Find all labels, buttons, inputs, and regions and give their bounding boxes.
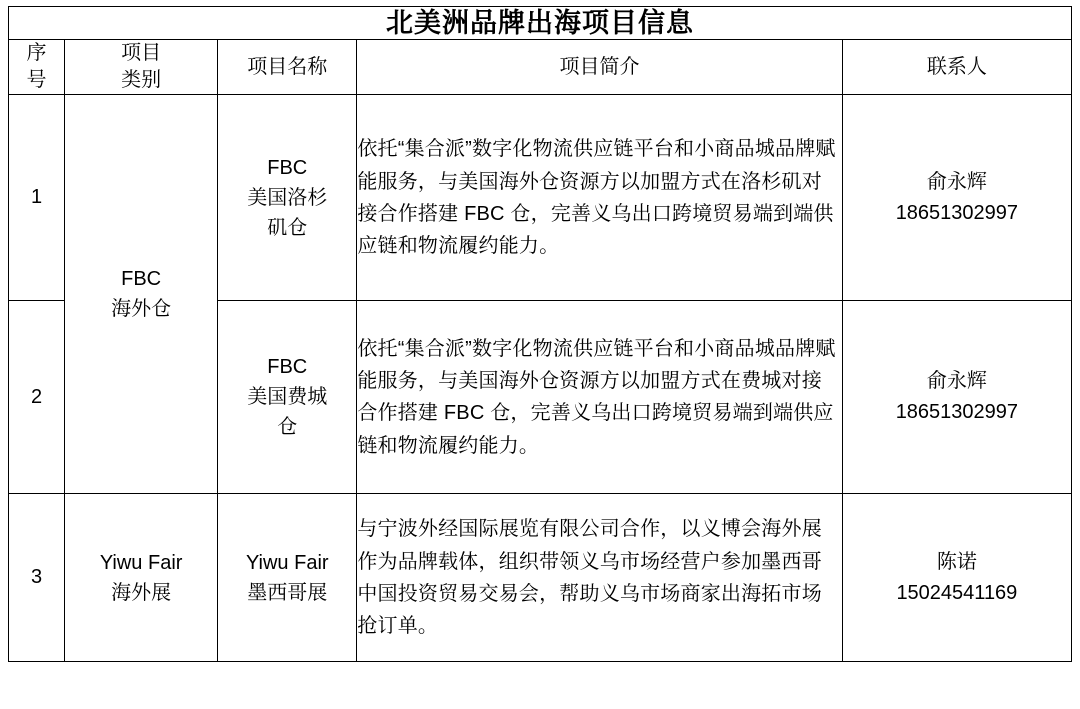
column-header-category [65,40,218,95]
row-contact-1 [842,95,1071,301]
row-name-1-line1: FBC [267,156,308,179]
row-name-2-line1: FBC [267,356,308,379]
row-name-1-line2: 美国洛杉 [247,186,328,209]
row-index-2: 2 [9,301,65,494]
row-category-fbc-line2: 海外仓 [111,298,172,321]
row-contact-2 [842,301,1071,494]
column-header-description: 项目简介 [357,40,842,95]
column-header-index [9,40,65,95]
column-header-index-line1: 序 [26,42,47,65]
project-info-table [8,6,1072,662]
row-contact-2-name: 俞永辉 [926,370,987,393]
document-title: 北美洲品牌出海项目信息 [9,7,1072,40]
row-index-3: 3 [9,494,65,662]
table-title-row [9,7,1072,40]
column-header-category-line2: 类别 [121,69,162,92]
row-contact-3-name: 陈诺 [936,550,977,573]
row-category-yiwufair [65,494,218,662]
column-header-name: 项目名称 [218,40,357,95]
row-name-2 [218,301,357,494]
row-name-1 [218,95,357,301]
row-contact-3-phone: 15024541169 [896,581,1018,604]
row-name-2-line2: 美国费城 [247,386,328,409]
row-contact-1-phone: 18651302997 [895,201,1019,224]
table-row [9,494,1072,662]
table-row [9,95,1072,301]
column-header-index-line2: 号 [26,69,47,92]
row-name-1-line3: 矶仓 [267,216,308,239]
row-index-1: 1 [9,95,65,301]
row-category-yiwufair-line1: Yiwu Fair [99,551,183,574]
row-contact-2-phone: 18651302997 [895,401,1019,424]
row-contact-1-name: 俞永辉 [926,170,987,193]
row-category-fbc [65,95,218,494]
row-description-1: 依托“集合派”数字化物流供应链平台和小商品城品牌赋能服务，与美国海外仓资源方以加盟方式在洛杉矶对接合作搭建 FBC 仓，完善义乌出口跨境贸易端到端供应链和物流履约能力。 [357,95,842,301]
row-category-yiwufair-line2: 海外展 [111,581,172,604]
column-header-category-line1: 项目 [121,42,162,65]
row-name-2-line3: 仓 [277,416,298,439]
table-header-row [9,40,1072,95]
row-description-2: 依托“集合派”数字化物流供应链平台和小商品城品牌赋能服务，与美国海外仓资源方以加盟方式在费城对接合作搭建 FBC 仓，完善义乌出口跨境贸易端到端供应链和物流履约能力。 [357,301,842,494]
column-header-contact: 联系人 [842,40,1071,95]
row-name-3 [218,494,357,662]
row-description-3: 与宁波外经国际展览有限公司合作，以义博会海外展作为品牌载体，组织带领义乌市场经营户参加墨西哥中国投资贸易交易会，帮助义乌市场商家出海拓市场抢订单。 [357,494,842,662]
row-name-3-line2: 墨西哥展 [247,581,328,604]
row-name-3-line1: Yiwu Fair [245,551,329,574]
row-category-fbc-line1: FBC [121,268,162,291]
row-contact-3 [842,494,1071,662]
